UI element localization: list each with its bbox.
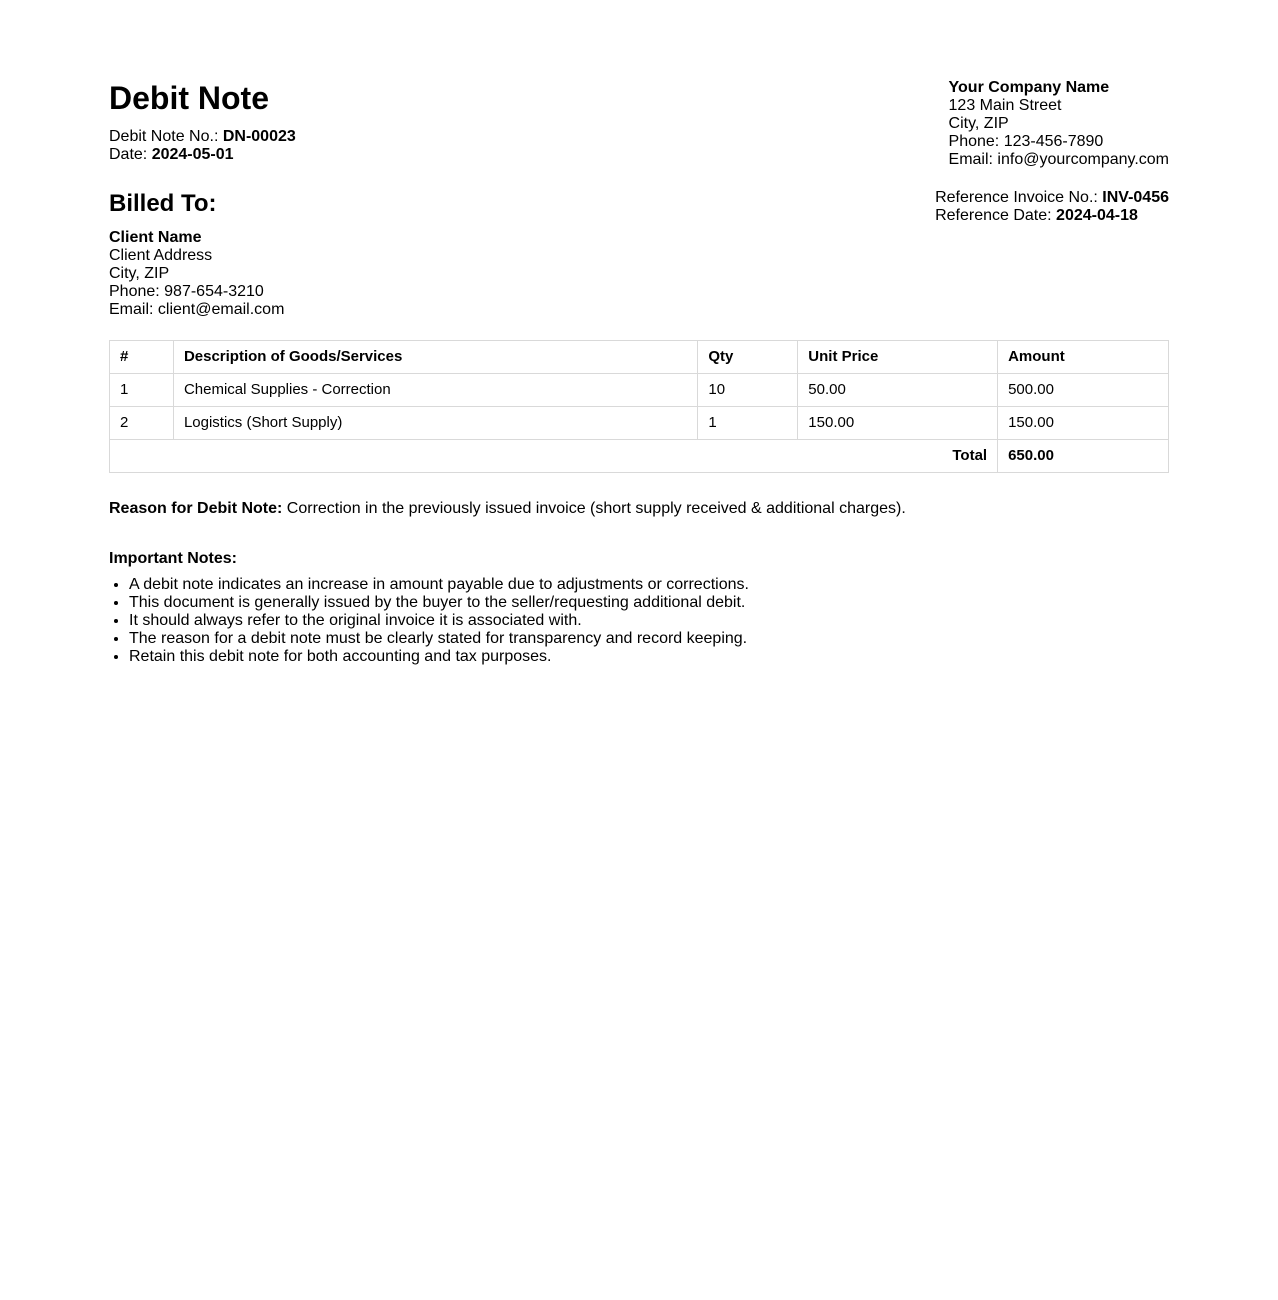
column-header-qty: Qty xyxy=(698,341,798,374)
client-address: Client Address xyxy=(109,247,213,264)
list-item: • A debit note indicates an increase in amount payable due to adjustments or corrections. xyxy=(129,576,749,594)
debit-note-number: DN-00023 xyxy=(222,128,296,145)
debit-note-number-label: Debit Note No.: xyxy=(109,128,219,145)
reason-label: Reason for Debit Note: xyxy=(109,500,283,517)
reference-date-line xyxy=(935,207,1169,225)
table-row xyxy=(110,407,1169,440)
notes-heading: Important Notes: xyxy=(109,550,237,567)
cell-description: Chemical Supplies - Correction xyxy=(173,374,697,407)
column-header-number: # xyxy=(110,341,174,374)
client-phone: Phone: 987-654-3210 xyxy=(109,283,264,300)
list-item: • It should always refer to the original invoice it is associated with. xyxy=(129,612,749,630)
cell-number: 2 xyxy=(110,407,174,440)
company-city: City, ZIP xyxy=(948,115,1009,132)
cell-qty: 10 xyxy=(698,374,798,407)
date-label: Date: xyxy=(109,146,148,163)
date-line xyxy=(109,146,296,164)
reason-paragraph xyxy=(109,500,906,518)
company-name: Your Company Name xyxy=(948,79,1110,96)
reference-date-label: Reference Date: xyxy=(935,207,1052,224)
table-header-row xyxy=(110,341,1169,374)
date-value: 2024-05-01 xyxy=(151,146,234,163)
company-email: Email: info@yourcompany.com xyxy=(948,151,1169,168)
reference-invoice-number: INV-0456 xyxy=(1102,189,1169,206)
table-row xyxy=(110,374,1169,407)
company-street: 123 Main Street xyxy=(948,97,1062,114)
client-name: Client Name xyxy=(109,229,202,246)
reference-info xyxy=(935,189,1169,225)
cell-unit-price: 50.00 xyxy=(798,374,998,407)
list-item: • Retain this debit note for both accounting and tax purposes. xyxy=(129,648,749,666)
items-table xyxy=(109,340,1169,473)
column-header-amount: Amount xyxy=(998,341,1169,374)
total-row xyxy=(110,440,1169,473)
client-city: City, ZIP xyxy=(109,265,170,282)
document-meta xyxy=(109,128,296,164)
page-title: Debit Note xyxy=(109,80,269,116)
client-email: Email: client@email.com xyxy=(109,301,285,318)
reference-invoice-label: Reference Invoice No.: xyxy=(935,189,1098,206)
cell-qty: 1 xyxy=(698,407,798,440)
list-item: • The reason for a debit note must be clearly stated for transparency and record keeping. xyxy=(129,630,749,648)
total-value: 650.00 xyxy=(998,440,1169,473)
reference-date-value: 2024-04-18 xyxy=(1056,207,1138,224)
company-info xyxy=(949,79,1169,169)
client-info xyxy=(109,229,284,319)
company-phone: Phone: 123-456-7890 xyxy=(948,133,1104,150)
debit-note-number-line xyxy=(109,128,296,146)
column-header-unit-price: Unit Price xyxy=(798,341,998,374)
cell-description: Logistics (Short Supply) xyxy=(173,407,697,440)
total-label: Total xyxy=(110,440,998,473)
reference-invoice-line xyxy=(935,189,1169,207)
cell-number: 1 xyxy=(110,374,174,407)
cell-amount: 500.00 xyxy=(998,374,1169,407)
notes-list xyxy=(109,576,749,666)
cell-unit-price: 150.00 xyxy=(798,407,998,440)
list-item: • This document is generally issued by the buyer to the seller/requesting additional debit. xyxy=(129,594,749,612)
column-header-description: Description of Goods/Services xyxy=(173,341,697,374)
reason-text: Correction in the previously issued invoice (short supply received & additional charges). xyxy=(282,500,906,517)
cell-amount: 150.00 xyxy=(998,407,1169,440)
billed-to-heading: Billed To: xyxy=(109,190,217,217)
